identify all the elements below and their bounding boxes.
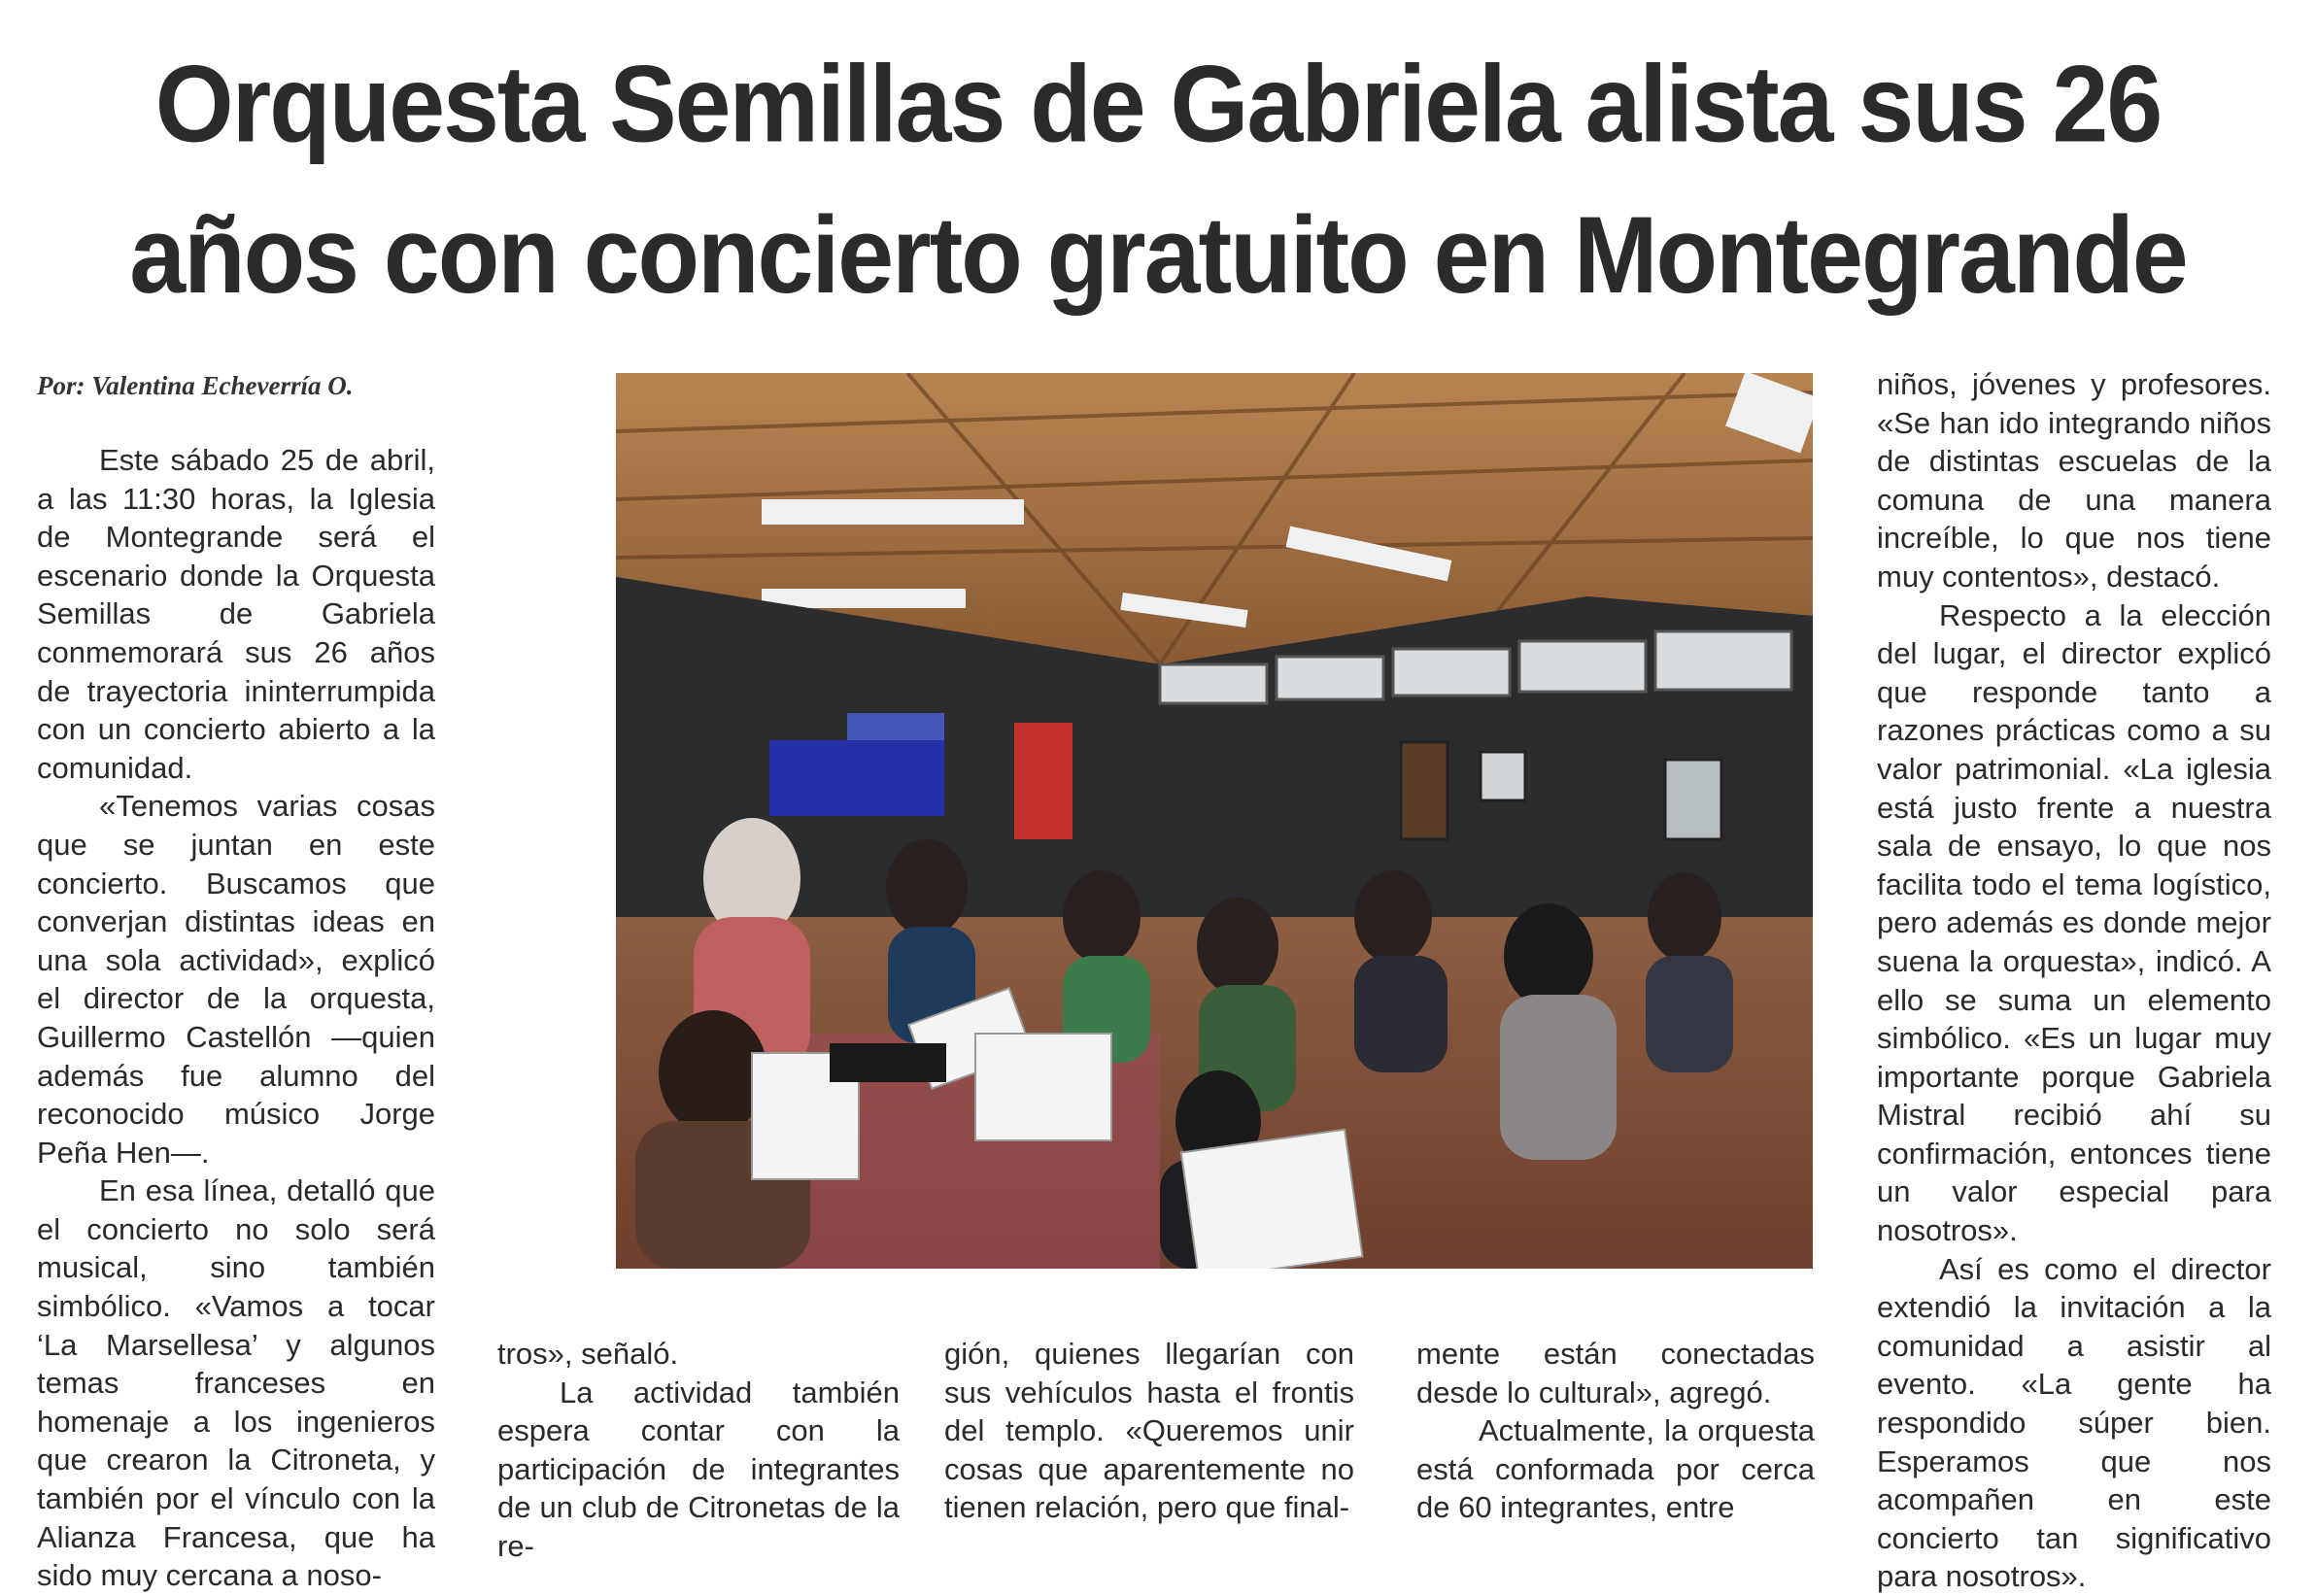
column-2-paragraph-1: tros», señaló. <box>497 1337 679 1371</box>
column-1-paragraph-1: Este sábado 25 de abril, a las 11:30 horas, la Iglesia de Montegrande será el escenario donde la Orquesta Semillas de Gabriela conmemorará sus 26 años de trayectoria ininterrumpida con un concierto abierto a la comunidad. <box>37 443 435 785</box>
column-5-paragraph-3: Así es como el director extendió la invitación a la comunidad a asistir al evento. «La gente ha respondido súper bien. Esperamos que nos acompañen en este concierto tan significativo para nosotros». <box>1877 1251 2271 1594</box>
column-2-paragraph-2: La actividad también espera contar con la participación de integrantes de un club de Citronetas de la re- <box>497 1375 900 1563</box>
column-4-paragraph-1: mente están conectadas desde lo cultural», agregó. <box>1416 1337 1815 1409</box>
article-column-4 <box>1416 1335 1815 1527</box>
article-headline: Orquesta Semillas de Gabriela alista sus 26 años con concierto gratuito en Montegrande <box>129 44 2187 317</box>
column-5-paragraph-2: Respecto a la elección del lugar, el director explicó que responde tanto a razones prácticas como a su valor patrimonial. «La iglesia está justo frente a nuestra sala de ensayo, lo que nos facilita todo el tema logístico, pero además es donde mejor suena la orquesta», indicó. A ello se suma un elemento simbólico. «Es un lugar muy importante porque Gabriela Mistral recibió ahí su confirmación, entonces tiene un valor especial para nosotros». <box>1877 597 2271 1248</box>
column-1-paragraph-2: «Tenemos varias cosas que se juntan en este concierto. Buscamos que converjan distintas ideas en una sola actividad», explicó el director de la orquesta, Guillermo Castellón —quien además fue alumno del reconocido músico Jorge Peña Hen—. <box>37 789 435 1170</box>
article-column-2 <box>497 1335 900 1566</box>
article-column-3 <box>944 1335 1354 1527</box>
column-1-paragraph-3: En esa línea, detalló que el concierto no solo será musical, sino también simbólico. «Vamos a tocar ‘La Marsellesa’ y algunos temas franceses en homenaje a los ingenieros que crearon la Citroneta, y también por el vínculo con la Alianza Francesa, que ha sido muy cercana a noso- <box>37 1173 435 1593</box>
article-byline: Por: Valentina Echeverría O. <box>37 371 354 400</box>
article-column-1 <box>37 441 435 1595</box>
column-5-paragraph-1: niños, jóvenes y profesores. «Se han ido integrando niños de distintas escuelas de la comuna de una manera increíble, lo que nos tiene muy contentos», destacó. <box>1877 367 2271 594</box>
column-4-paragraph-2: Actualmente, la orquesta está conformada por cerca de 60 integrantes, entre <box>1416 1413 1815 1525</box>
article-column-5 <box>1877 365 2271 1596</box>
orchestra-rehearsal-photo <box>616 373 1813 1269</box>
column-3-paragraph-1: gión, quienes llegarían con sus vehículos hasta el frontis del templo. «Queremos unir cosas que aparentemente no tienen relación, pero que final- <box>944 1337 1354 1525</box>
